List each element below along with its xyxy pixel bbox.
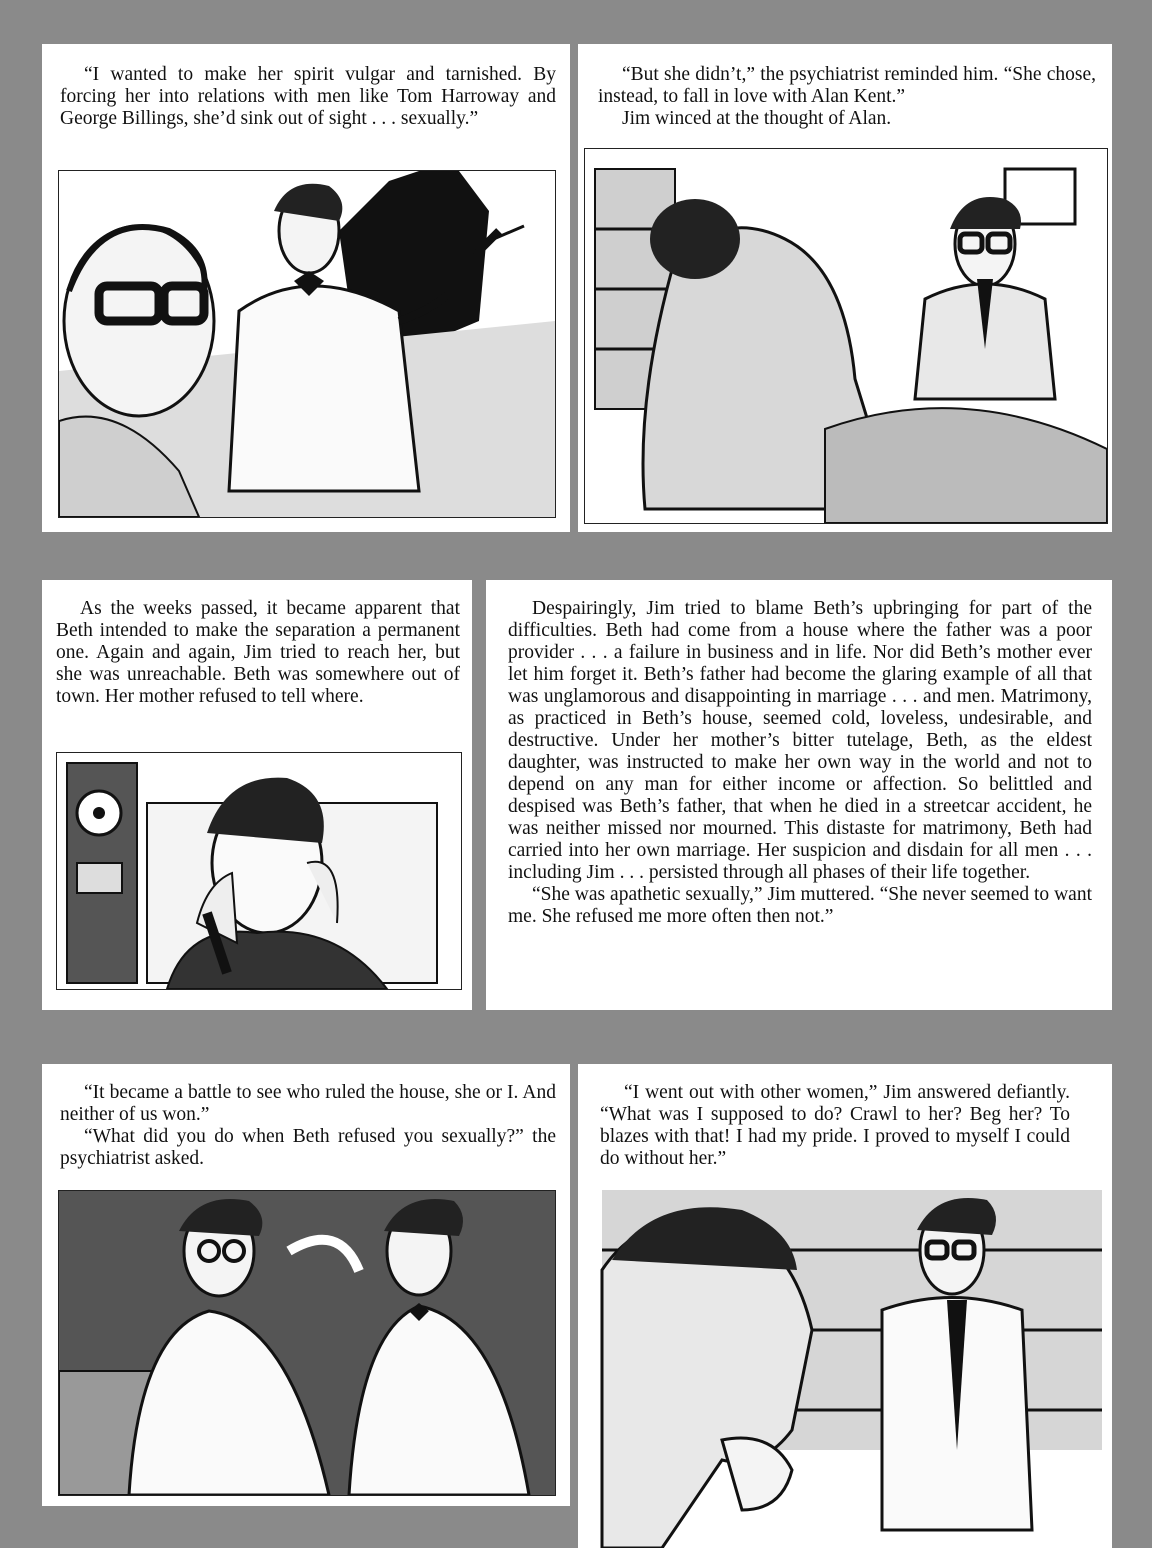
comic-panel-3 xyxy=(42,580,472,1010)
panel-1-illustration xyxy=(58,170,556,518)
panel-6-caption xyxy=(600,1082,1070,1170)
panel-6-illustration xyxy=(582,1190,1112,1548)
panel-3-illustration xyxy=(56,752,462,990)
panel-2-caption xyxy=(598,64,1096,130)
panel-5-illustration xyxy=(58,1190,556,1496)
panel-5-paragraph-2: “What did you do when Beth refused you sexually?” the psychiatrist asked. xyxy=(60,1126,556,1169)
comic-panel-5 xyxy=(42,1064,570,1506)
panel-6-paragraph-1: “I went out with other women,” Jim answered defiantly. “What was I supposed to do? Crawl to her? Beg her? To blazes with that! I had my pride. I proved to myself I could do without her.” xyxy=(600,1082,1070,1169)
panel-1-paragraph-1: “I wanted to make her spirit vulgar and tarnished. By forcing her into relations with men like Tom Harroway and George Billings, she’d sink out of sight . . . sexually.” xyxy=(60,64,556,129)
panel-2-illustration xyxy=(584,148,1108,524)
panel-4-paragraph-1: Despairingly, Jim tried to blame Beth’s upbringing for part of the difficulties. Beth had come from a house where the father was a poor provider . . . a failure in business and in life. Nor did Beth’s mother ever let him forget it. Beth’s father had become the glaring example of all that was unglamorous and disappointing in marriage . . . and men. Matrimony, as practiced in Beth’s house, seemed cold, loveless, undesirable, and destructive. Under her mother’s bitter tutelage, Beth, as the eldest daughter, was instructed to make her own way in the world and not to depend on any man for either income or affection. So belittled and despised was Beth’s father, that when he died in a streetcar accident, he was neither missed nor mourned. This distaste for matrimony, Beth had carried into her own marriage. Her suspicion and disdain for all men . . . including Jim . . . persisted through all phases of their life together. xyxy=(508,598,1092,883)
comic-panel-6 xyxy=(578,1064,1112,1548)
panel-2-paragraph-2: Jim winced at the thought of Alan. xyxy=(622,108,892,129)
panel-3-paragraph-1: As the weeks passed, it became apparent that Beth intended to make the separation a permanent one. Again and again, Jim tried to reach her, but she was unreachable. Beth was somewhere out of town. Her mother refused to tell where. xyxy=(56,598,460,707)
comic-panel-2 xyxy=(578,44,1112,532)
panel-4-caption xyxy=(508,598,1092,928)
panel-1-caption xyxy=(60,64,556,130)
panel-5-caption xyxy=(60,1082,556,1170)
comic-panel-4 xyxy=(486,580,1112,1010)
panel-4-paragraph-2: “She was apathetic sexually,” Jim muttered. “She never seemed to want me. She refused me more often then not.” xyxy=(508,884,1092,927)
panel-5-paragraph-1: “It became a battle to see who ruled the house, she or I. And neither of us won.” xyxy=(60,1082,556,1125)
comic-panel-1 xyxy=(42,44,570,532)
panel-2-paragraph-1: “But she didn’t,” the psychiatrist reminded him. “She chose, instead, to fall in love with Alan Kent.” xyxy=(598,64,1096,107)
panel-3-caption xyxy=(56,598,460,708)
